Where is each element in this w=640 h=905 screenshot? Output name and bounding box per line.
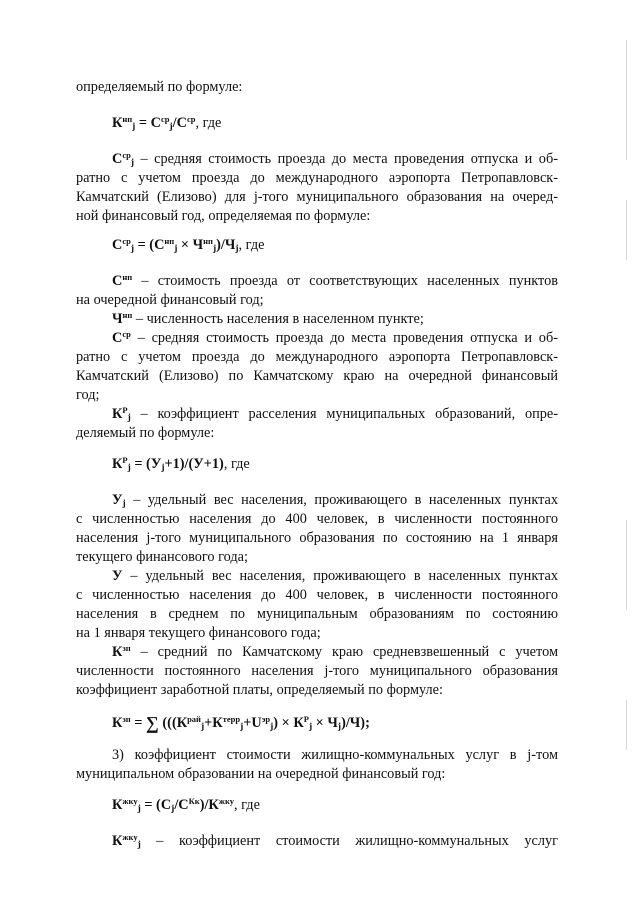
paragraph-u-j-line1: $У_j$ – удельный вес населения, проживающего в населенных пунктах (112, 492, 558, 509)
paragraph-u-line3: населения в среднем по муниципальным образованиям по состоянию (76, 606, 558, 622)
paragraph-item-3-line1: 3) коэффициент стоимости жилищно-коммунальных услуг в j-том (112, 747, 558, 763)
paragraph-u-line2: с численностью населения до 400 человек, в численности постоянного (76, 587, 558, 603)
formula-k-zp: $К^{зп}$ = ∑ $(((К^{рай}_j+К^{терр}_j+U^{эр}_j) \times К^Р_j \times Ч_j)/Ч)$; (112, 713, 370, 733)
sum-symbol: ∑ (146, 713, 159, 733)
paragraph-u-line1: У – удельный вес населения, проживающего в населенных пунктах (112, 568, 558, 584)
paragraph-c-np-line2: на очередной финансовый год; (76, 292, 264, 308)
scan-edge-mark (626, 700, 627, 750)
scan-edge-mark (626, 40, 627, 160)
intro-line: определяемый по формуле: (76, 79, 243, 95)
paragraph-c-sr-line3: Камчатский (Елизово) по Камчатскому краю на очередной финансовый (76, 368, 558, 384)
scan-edge-mark (626, 200, 627, 260)
paragraph-c-sr-line2: ратно с учетом проезда до международного аэропорта Петропавловск- (76, 349, 558, 365)
paragraph-k-r-line1: $К^Р_j$ – коэффициент расселения муниципальных образований, опре- (112, 405, 558, 423)
paragraph-u-j-line3: населения j-того муниципального образования по состоянию на 1 января (76, 530, 558, 546)
paragraph-c-sr-j-line4: ной финансовый год, определяемая по формуле: (76, 208, 371, 224)
paragraph-u-line4: на 1 января текущего финансового года; (76, 625, 321, 641)
paragraph-c-np-line1: $С^{нп}$ – стоимость проезда от соответствующих населенных пунктов (112, 272, 558, 289)
paragraph-c-sr-j-line1: $С^{ср}_j$ – средняя стоимость проезда до места проведения отпуска и об- (112, 150, 558, 168)
formula-c-sr-j: $С^{ср}_j = (С^{нп}_j \times Ч^{нп}_j)/Ч_j$, где (112, 236, 265, 254)
paragraph-k-zp-line1: $К^{зп}$ – средний по Камчатскому краю средневзвешенный с учетом (112, 643, 558, 660)
paragraph-ch-np: $Ч^{нп}$ – численность населения в населенном пункте; (112, 310, 424, 327)
paragraph-c-sr-j-line2: ратно с учетом проезда до международного аэропорта Петропавловск- (76, 170, 558, 186)
formula-k-r-j: $К^Р_j = (У_j+1)/(У+1)$, где (112, 455, 250, 473)
paragraph-c-sr-line4: год; (76, 387, 100, 403)
paragraph-k-zp-line3: коэффициент заработной платы, определяемый по формуле: (76, 682, 443, 698)
paragraph-k-zp-line2: численности постоянного населения j-того муниципального образования (76, 663, 558, 679)
paragraph-c-sr-j-line3: Камчатский (Елизово) для j-того муниципального образования на очеред- (76, 189, 558, 205)
paragraph-item-3-line2: муниципальном образовании на очередной финансовый год: (76, 766, 446, 782)
formula-k-np: $К^{нп}_j = С^{ср}_j/С^{ср}$, где (112, 114, 222, 132)
paragraph-k-r-line2: деляемый по формуле: (76, 425, 215, 441)
paragraph-u-j-line2: с численностью населения до 400 человек, в численности постоянного (76, 511, 558, 527)
paragraph-u-j-line4: текущего финансового года; (76, 549, 248, 565)
paragraph-c-sr-line1: $С^{ср}$ – средняя стоимость проезда до места проведения отпуска и об- (112, 329, 558, 346)
scan-edge-mark (626, 520, 627, 610)
formula-k-zhku-j: $К^{жку}_j = (С_j/С^{Кк})/К^{жку}$, где (112, 796, 260, 814)
paragraph-k-zhku-line1: $К^{жку}_j$ – коэффициент стоимости жилищно-коммунальных услуг (112, 832, 558, 850)
